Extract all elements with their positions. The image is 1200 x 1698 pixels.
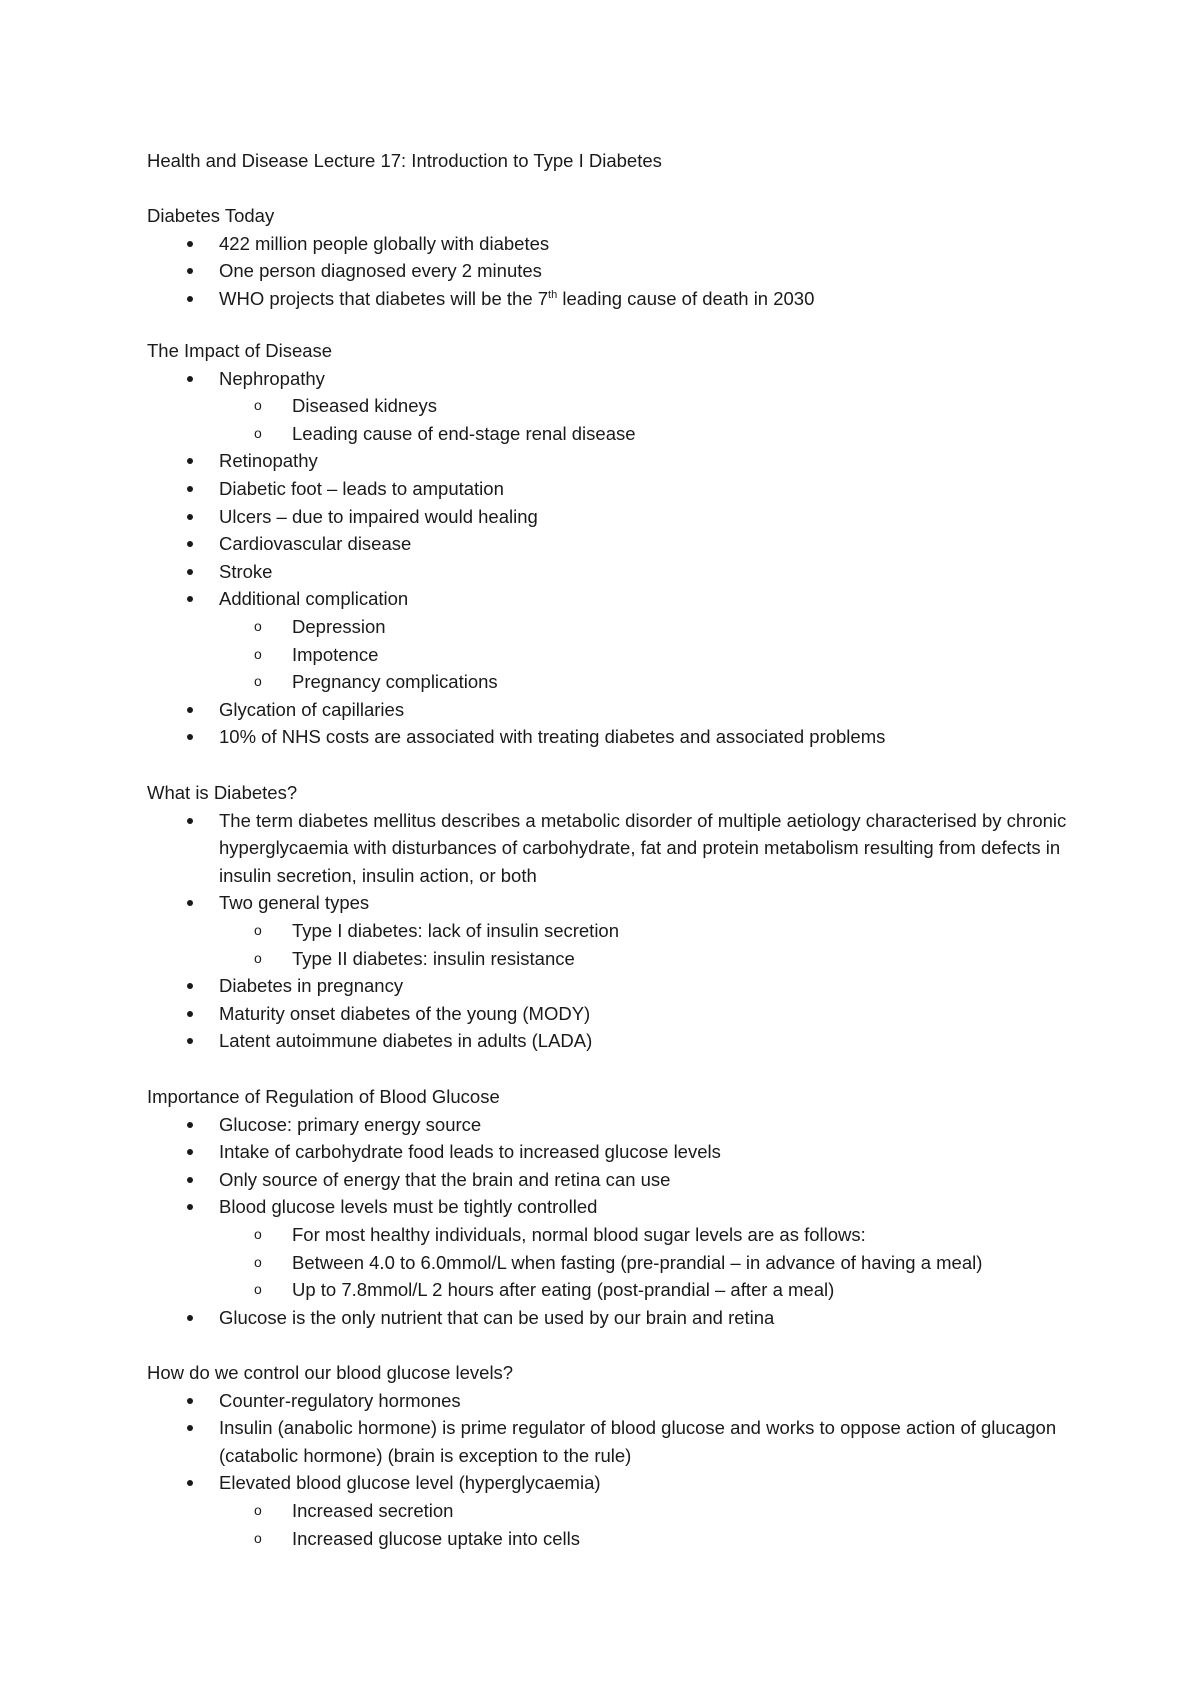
- list-item: [147, 1469, 1107, 1552]
- list-item: One person diagnosed every 2 minutes: [147, 257, 1107, 285]
- sub-list: [219, 392, 1107, 447]
- sub-list-item: o Leading cause of end-stage renal disease: [219, 420, 1107, 448]
- bullet-list: [147, 807, 1107, 1055]
- list-item: Glycation of capillaries: [147, 696, 1107, 724]
- list-item: Maturity onset diabetes of the young (MODY): [147, 1000, 1107, 1028]
- sub-list-item: o For most healthy individuals, normal blood sugar levels are as follows:: [219, 1221, 1107, 1249]
- list-item: Ulcers – due to impaired would healing: [147, 503, 1107, 531]
- list-item: Cardiovascular disease: [147, 530, 1107, 558]
- list-item-text: Nephropathy: [219, 367, 325, 389]
- list-item: Only source of energy that the brain and retina can use: [147, 1166, 1107, 1194]
- sub-list-item: o Between 4.0 to 6.0mmol/L when fasting (pre-prandial – in advance of having a meal): [219, 1249, 1107, 1277]
- section-heading: How do we control our blood glucose levels?: [147, 1362, 514, 1383]
- sub-list: [219, 917, 1107, 972]
- sub-list-item: o Up to 7.8mmol/L 2 hours after eating (post-prandial – after a meal): [219, 1276, 1107, 1304]
- list-item: Retinopathy: [147, 447, 1107, 475]
- sub-list: [219, 1221, 1107, 1304]
- list-item: The term diabetes mellitus describes a metabolic disorder of multiple aetiology characterised by chronic hyperglycaemia with disturbances of carbohydrate, fat and protein metabolism resulting from defects in insulin secretion, insulin action, or both: [147, 807, 1107, 890]
- sub-list-item: o Type II diabetes: insulin resistance: [219, 945, 1107, 973]
- list-item-text: Two general types: [219, 892, 370, 914]
- list-item: 10% of NHS costs are associated with treating diabetes and associated problems: [147, 723, 1107, 751]
- bullet-list: [147, 365, 1107, 751]
- list-item-text: Blood glucose levels must be tightly controlled: [219, 1196, 598, 1218]
- section-heading: What is Diabetes?: [147, 782, 298, 803]
- sub-list-item: o Impotence: [219, 641, 1107, 669]
- section-diabetes-today: [147, 202, 1107, 312]
- sub-list: [219, 1497, 1107, 1552]
- section-heading: Importance of Regulation of Blood Glucose: [147, 1086, 500, 1107]
- list-item-text: WHO projects that diabetes will be the 7: [219, 287, 549, 309]
- list-item: Insulin (anabolic hormone) is prime regulator of blood glucose and works to oppose action of glucagon (catabolic hormone) (brain is exception to the rule): [147, 1414, 1107, 1469]
- list-item: Diabetes in pregnancy: [147, 972, 1107, 1000]
- sub-list-item: o Depression: [219, 613, 1107, 641]
- sub-list-item: o Increased glucose uptake into cells: [219, 1525, 1107, 1553]
- bullet-list: [147, 1387, 1107, 1553]
- list-item: [147, 1193, 1107, 1303]
- list-item: [147, 285, 1107, 313]
- list-item: Glucose is the only nutrient that can be used by our brain and retina: [147, 1304, 1107, 1332]
- sub-list-item: o Increased secretion: [219, 1497, 1107, 1525]
- list-item: Counter-regulatory hormones: [147, 1387, 1107, 1415]
- list-item: [147, 889, 1107, 972]
- sub-list-item: o Pregnancy complications: [219, 668, 1107, 696]
- bullet-list: [147, 1111, 1107, 1332]
- list-item: [147, 585, 1107, 695]
- document-title: Health and Disease Lecture 17: Introduction to Type I Diabetes: [147, 150, 662, 171]
- section-what-is-diabetes: [147, 779, 1107, 1055]
- list-item: Diabetic foot – leads to amputation: [147, 475, 1107, 503]
- list-item-text: leading cause of death in 2030: [557, 287, 815, 309]
- list-item: Stroke: [147, 558, 1107, 586]
- list-item: Latent autoimmune diabetes in adults (LADA): [147, 1027, 1107, 1055]
- section-impact-of-disease: [147, 337, 1107, 751]
- sub-list-item: o Type I diabetes: lack of insulin secretion: [219, 917, 1107, 945]
- list-item: Intake of carbohydrate food leads to increased glucose levels: [147, 1138, 1107, 1166]
- list-item: [147, 365, 1107, 448]
- list-item: Glucose: primary energy source: [147, 1111, 1107, 1139]
- list-item-text: Elevated blood glucose level (hyperglycaemia): [219, 1472, 601, 1494]
- list-item: 422 million people globally with diabetes: [147, 230, 1107, 258]
- sub-list: [219, 613, 1107, 696]
- bullet-list: [147, 230, 1107, 313]
- section-control-glucose: [147, 1359, 1107, 1552]
- section-importance-regulation: [147, 1083, 1107, 1331]
- section-heading: The Impact of Disease: [147, 340, 333, 361]
- ordinal-suffix: th: [548, 288, 558, 301]
- section-heading: Diabetes Today: [147, 205, 275, 226]
- list-item-text: Additional complication: [219, 588, 409, 610]
- sub-list-item: o Diseased kidneys: [219, 392, 1107, 420]
